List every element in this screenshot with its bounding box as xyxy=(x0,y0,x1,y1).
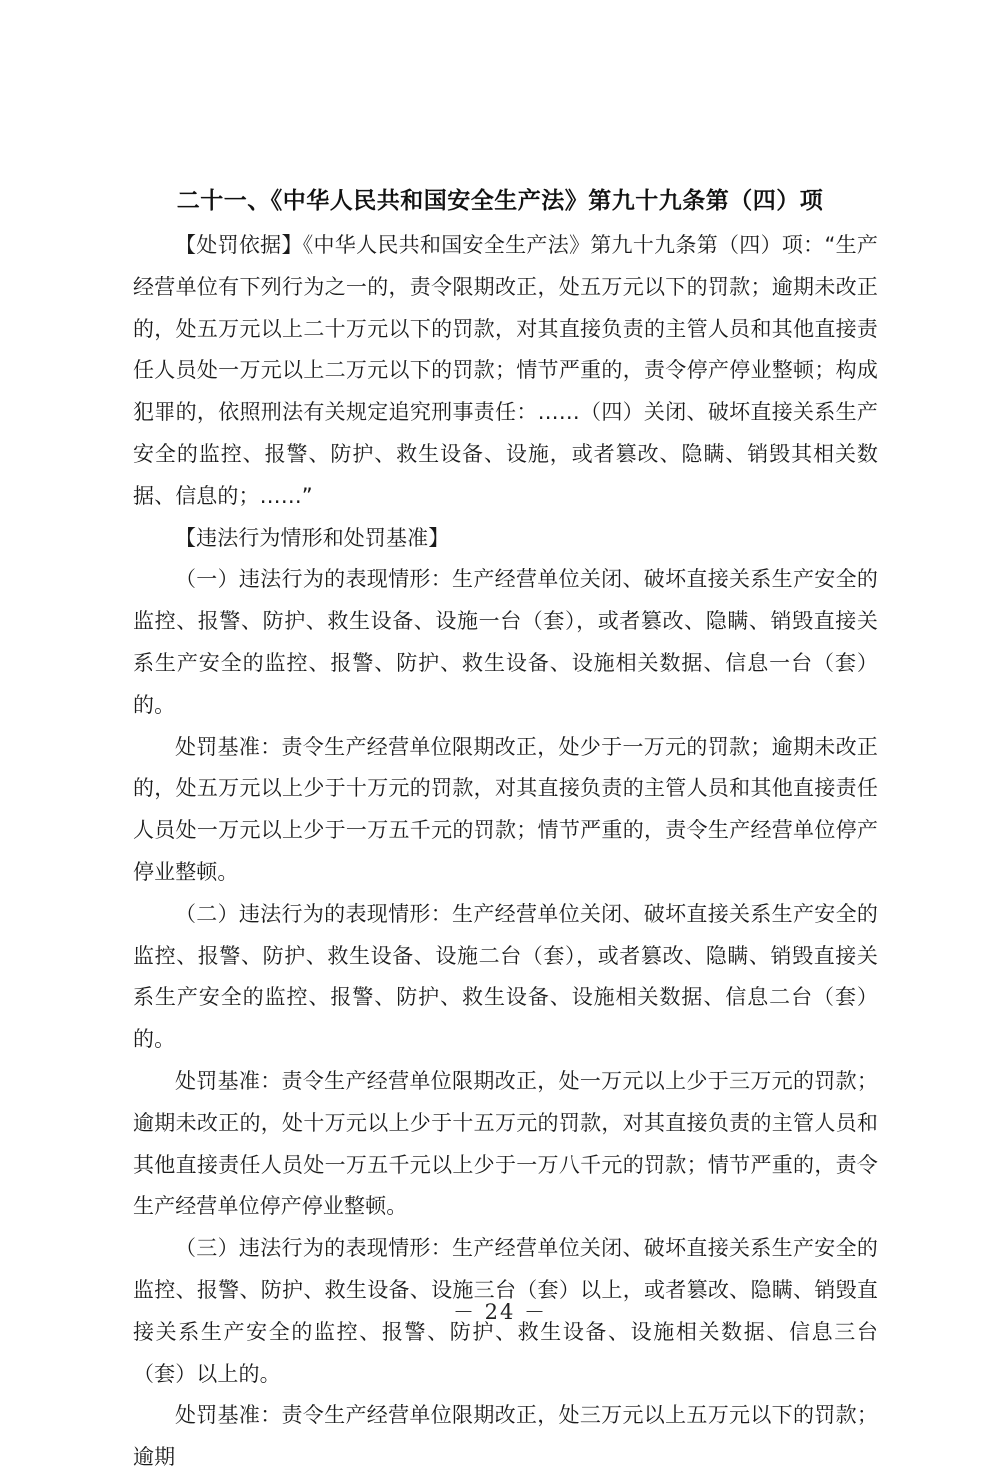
paragraph-violation-heading: 【违法行为情形和处罚基准】 xyxy=(175,525,450,550)
section-title: 二十一、《中华人民共和国安全生产法》第九十九条第（四）项 xyxy=(176,187,824,214)
paragraph-standard-1: 处罚基准：责令生产经营单位限期改正，处少于一万元的罚款；逾期未改正的，处五万元以上少于十万元的罚款，对其直接负责的主管人员和其他直接责任人员处一万元以上少于一万五千元的罚款；情节严重的，责令生产经营单位停产停业整顿。 xyxy=(133,734,878,884)
paragraph-penalty-basis: 【处罚依据】《中华人民共和国安全生产法》第九十九条第（四）项：“生产经营单位有下列行为之一的，责令限期改正，处五万元以下的罚款；逾期未改正的，处五万元以上二十万元以下的罚款，对其直接负责的主管人员和其他直接责任人员处一万元以上二万元以下的罚款；情节严重的，责令停产停业整顿；构成犯罪的，依照刑法有关规定追究刑事责任：……（四）关闭、破坏直接关系生产安全的监控、报警、防护、救生设备、设施，或者篡改、隐瞒、销毁其相关数据、信息的；……” xyxy=(133,233,878,508)
document-body xyxy=(133,225,878,1479)
paragraph-case-1: （一）违法行为的表现情形：生产经营单位关闭、破坏直接关系生产安全的监控、报警、防护、救生设备、设施一台（套），或者篡改、隐瞒、销毁直接关系生产安全的监控、报警、防护、救生设备、设施相关数据、信息一台（套）的。 xyxy=(133,567,878,717)
paragraph-standard-3: 处罚基准：责令生产经营单位限期改正，处三万元以上五万元以下的罚款；逾期 xyxy=(133,1403,878,1470)
paragraph-case-3: （三）违法行为的表现情形：生产经营单位关闭、破坏直接关系生产安全的监控、报警、防护、救生设备、设施三台（套）以上，或者篡改、隐瞒、销毁直接关系生产安全的监控、报警、防护、救生设备、设施相关数据、信息三台（套）以上的。 xyxy=(133,1236,878,1386)
paragraph-case-2: （二）违法行为的表现情形：生产经营单位关闭、破坏直接关系生产安全的监控、报警、防护、救生设备、设施二台（套），或者篡改、隐瞒、销毁直接关系生产安全的监控、报警、防护、救生设备、设施相关数据、信息二台（套）的。 xyxy=(133,901,878,1052)
page-number: － 24 － xyxy=(452,1300,548,1324)
paragraph-standard-2: 处罚基准：责令生产经营单位限期改正，处一万元以上少于三万元的罚款；逾期未改正的，处十万元以上少于十五万元的罚款，对其直接负责的主管人员和其他直接责任人员处一万五千元以上少于一万八千元的罚款；情节严重的，责令生产经营单位停产停业整顿。 xyxy=(133,1068,878,1219)
